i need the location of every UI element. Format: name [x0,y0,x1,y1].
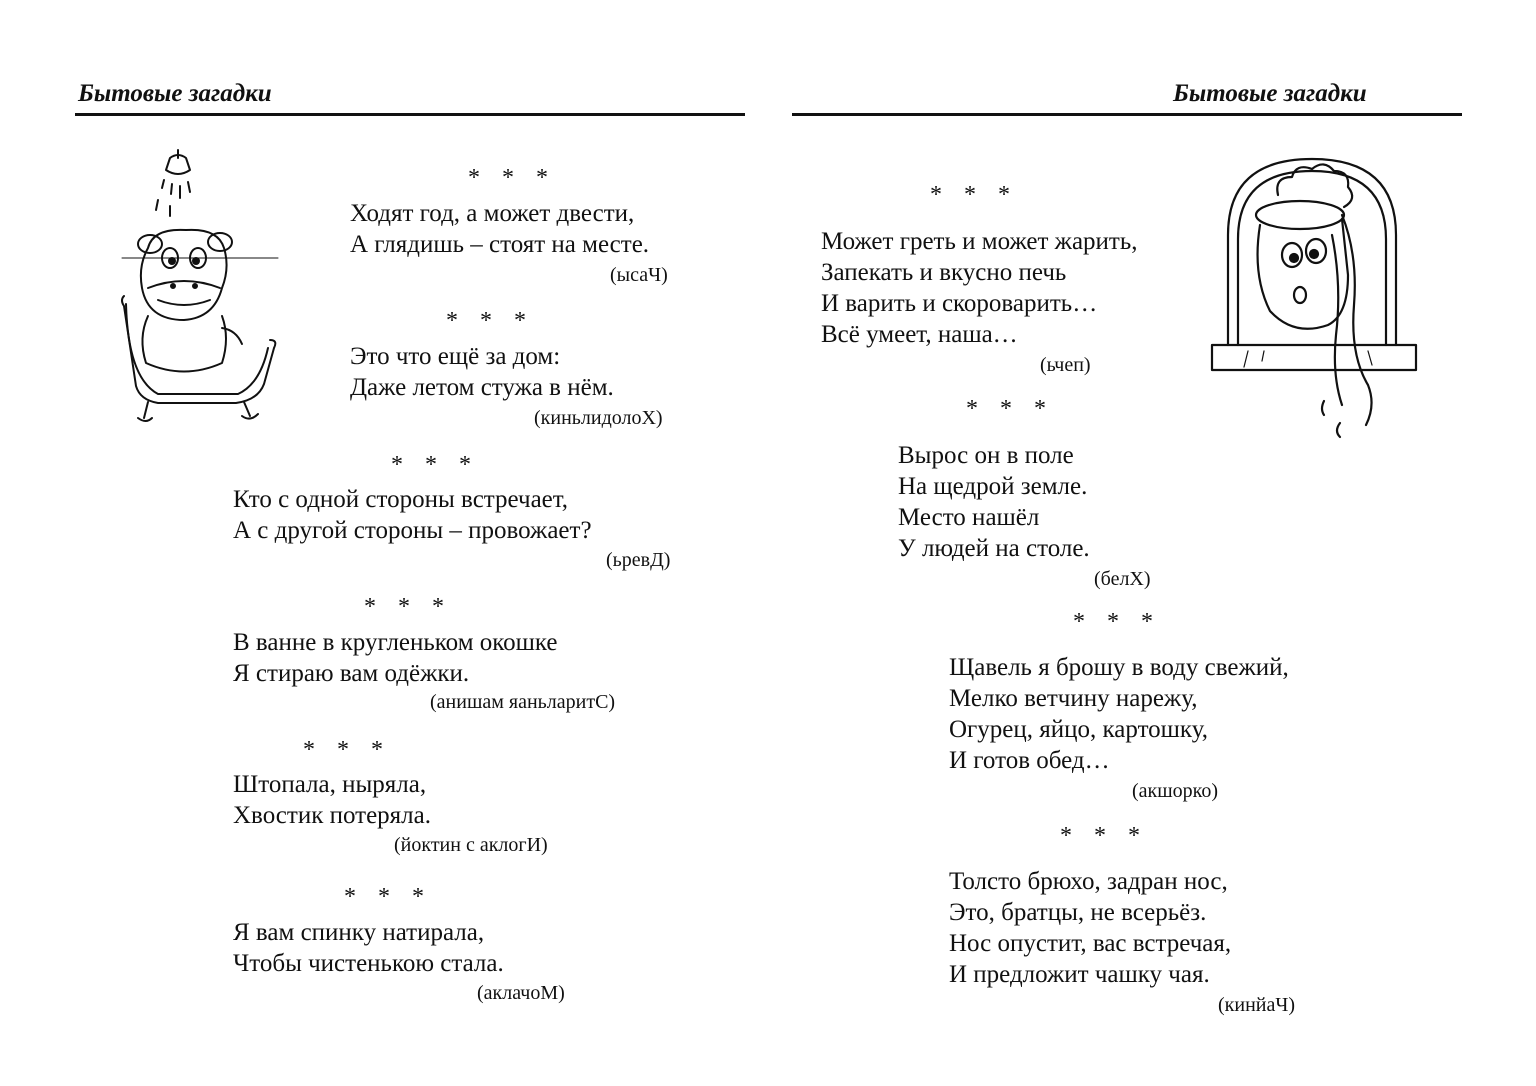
riddle-2-answer: (киньлидолоХ) [534,407,663,429]
riddle-8-line-4: У людей на столе. [898,535,1090,562]
riddle-7-line-2: Запекать и вкусно печь [821,259,1067,286]
riddle-6-stars: * * * [344,884,432,910]
riddle-1-answer: (ысаЧ) [610,264,668,286]
riddle-8-line-2: На щедрой земле. [898,473,1088,500]
riddle-4-line-1: В ванне в кругленьком окошке [233,629,558,656]
riddle-5-line-1: Штопала, ныряла, [233,771,427,798]
right-page [768,0,1536,1086]
riddle-5-line-2: Хвостик потеряла. [233,802,431,829]
riddle-9-line-3: Огурец, яйцо, картошку, [949,716,1208,743]
riddle-7-line-1: Может греть и может жарить, [821,228,1138,255]
riddle-8-answer: (белХ) [1094,568,1151,590]
riddle-6 [233,917,504,979]
riddle-5-answer: (йоктин с аклогИ) [394,834,548,856]
hippo-bath-illustration [118,148,283,433]
riddle-6-line-1: Я вам спинку натирала, [233,919,485,946]
riddle-4-answer: (анишам яаньларитС) [430,691,616,713]
riddle-10-line-2: Это, братцы, не всерьёз. [949,899,1207,926]
riddle-10-line-1: Толсто брюхо, задран нос, [949,868,1228,895]
riddle-10-answer: (кинйаЧ) [1218,994,1296,1016]
riddle-8-line-3: Место нашёл [898,504,1040,531]
left-page-header: Бытовые загадки [78,80,272,107]
riddle-10-line-4: И предложит чашку чая. [949,961,1210,988]
riddle-10 [949,866,1231,990]
right-page-header: Бытовые загадки [1173,80,1367,107]
riddle-2-line-2: Даже летом стужа в нём. [350,374,614,401]
riddle-8 [898,440,1090,564]
riddle-1 [350,198,649,260]
stove-pot-illustration [1208,155,1420,440]
riddle-3 [233,484,592,546]
riddle-8-stars: * * * [966,396,1054,422]
riddle-3-line-2: А с другой стороны – провожает? [233,517,592,544]
riddle-7 [821,226,1138,350]
riddle-9-line-4: И готов обед… [949,747,1110,774]
riddle-7-stars: * * * [930,182,1018,208]
right-header-rule [792,113,1462,116]
riddle-9-answer: (акшорко) [1132,780,1219,802]
riddle-2 [350,341,614,403]
riddle-3-answer: (ьревД) [606,549,671,571]
riddle-1-line-1: Ходят год, а может двести, [350,200,635,227]
riddle-1-stars: * * * [468,165,556,191]
riddle-3-line-1: Кто с одной стороны встречает, [233,486,569,513]
riddle-9-line-1: Щавель я брошу в воду свежий, [949,654,1289,681]
riddle-4-line-2: Я стираю вам одёжки. [233,660,470,687]
riddle-7-line-3: И варить и скороварить… [821,290,1098,317]
riddle-10-line-3: Нос опустит, вас встречая, [949,930,1232,957]
riddle-9-line-2: Мелко ветчину нарежу, [949,685,1198,712]
riddle-2-stars: * * * [446,308,534,334]
riddle-7-answer: (ьчеп) [1040,354,1091,376]
riddle-6-answer: (аклачоМ) [477,982,565,1004]
left-header-rule [75,113,745,116]
riddle-9 [949,652,1289,776]
riddle-4-stars: * * * [364,594,452,620]
riddle-8-line-1: Вырос он в поле [898,442,1074,469]
riddle-3-stars: * * * [391,452,479,478]
riddle-5 [233,769,431,831]
riddle-2-line-1: Это что ещё за дом: [350,343,561,370]
riddle-10-stars: * * * [1060,823,1148,849]
riddle-7-line-4: Всё умеет, наша… [821,321,1018,348]
riddle-6-line-2: Чтобы чистенькою стала. [233,950,504,977]
riddle-4 [233,627,558,689]
riddle-1-line-2: А глядишь – стоят на месте. [350,231,650,258]
riddle-9-stars: * * * [1073,609,1161,635]
riddle-5-stars: * * * [303,737,391,763]
